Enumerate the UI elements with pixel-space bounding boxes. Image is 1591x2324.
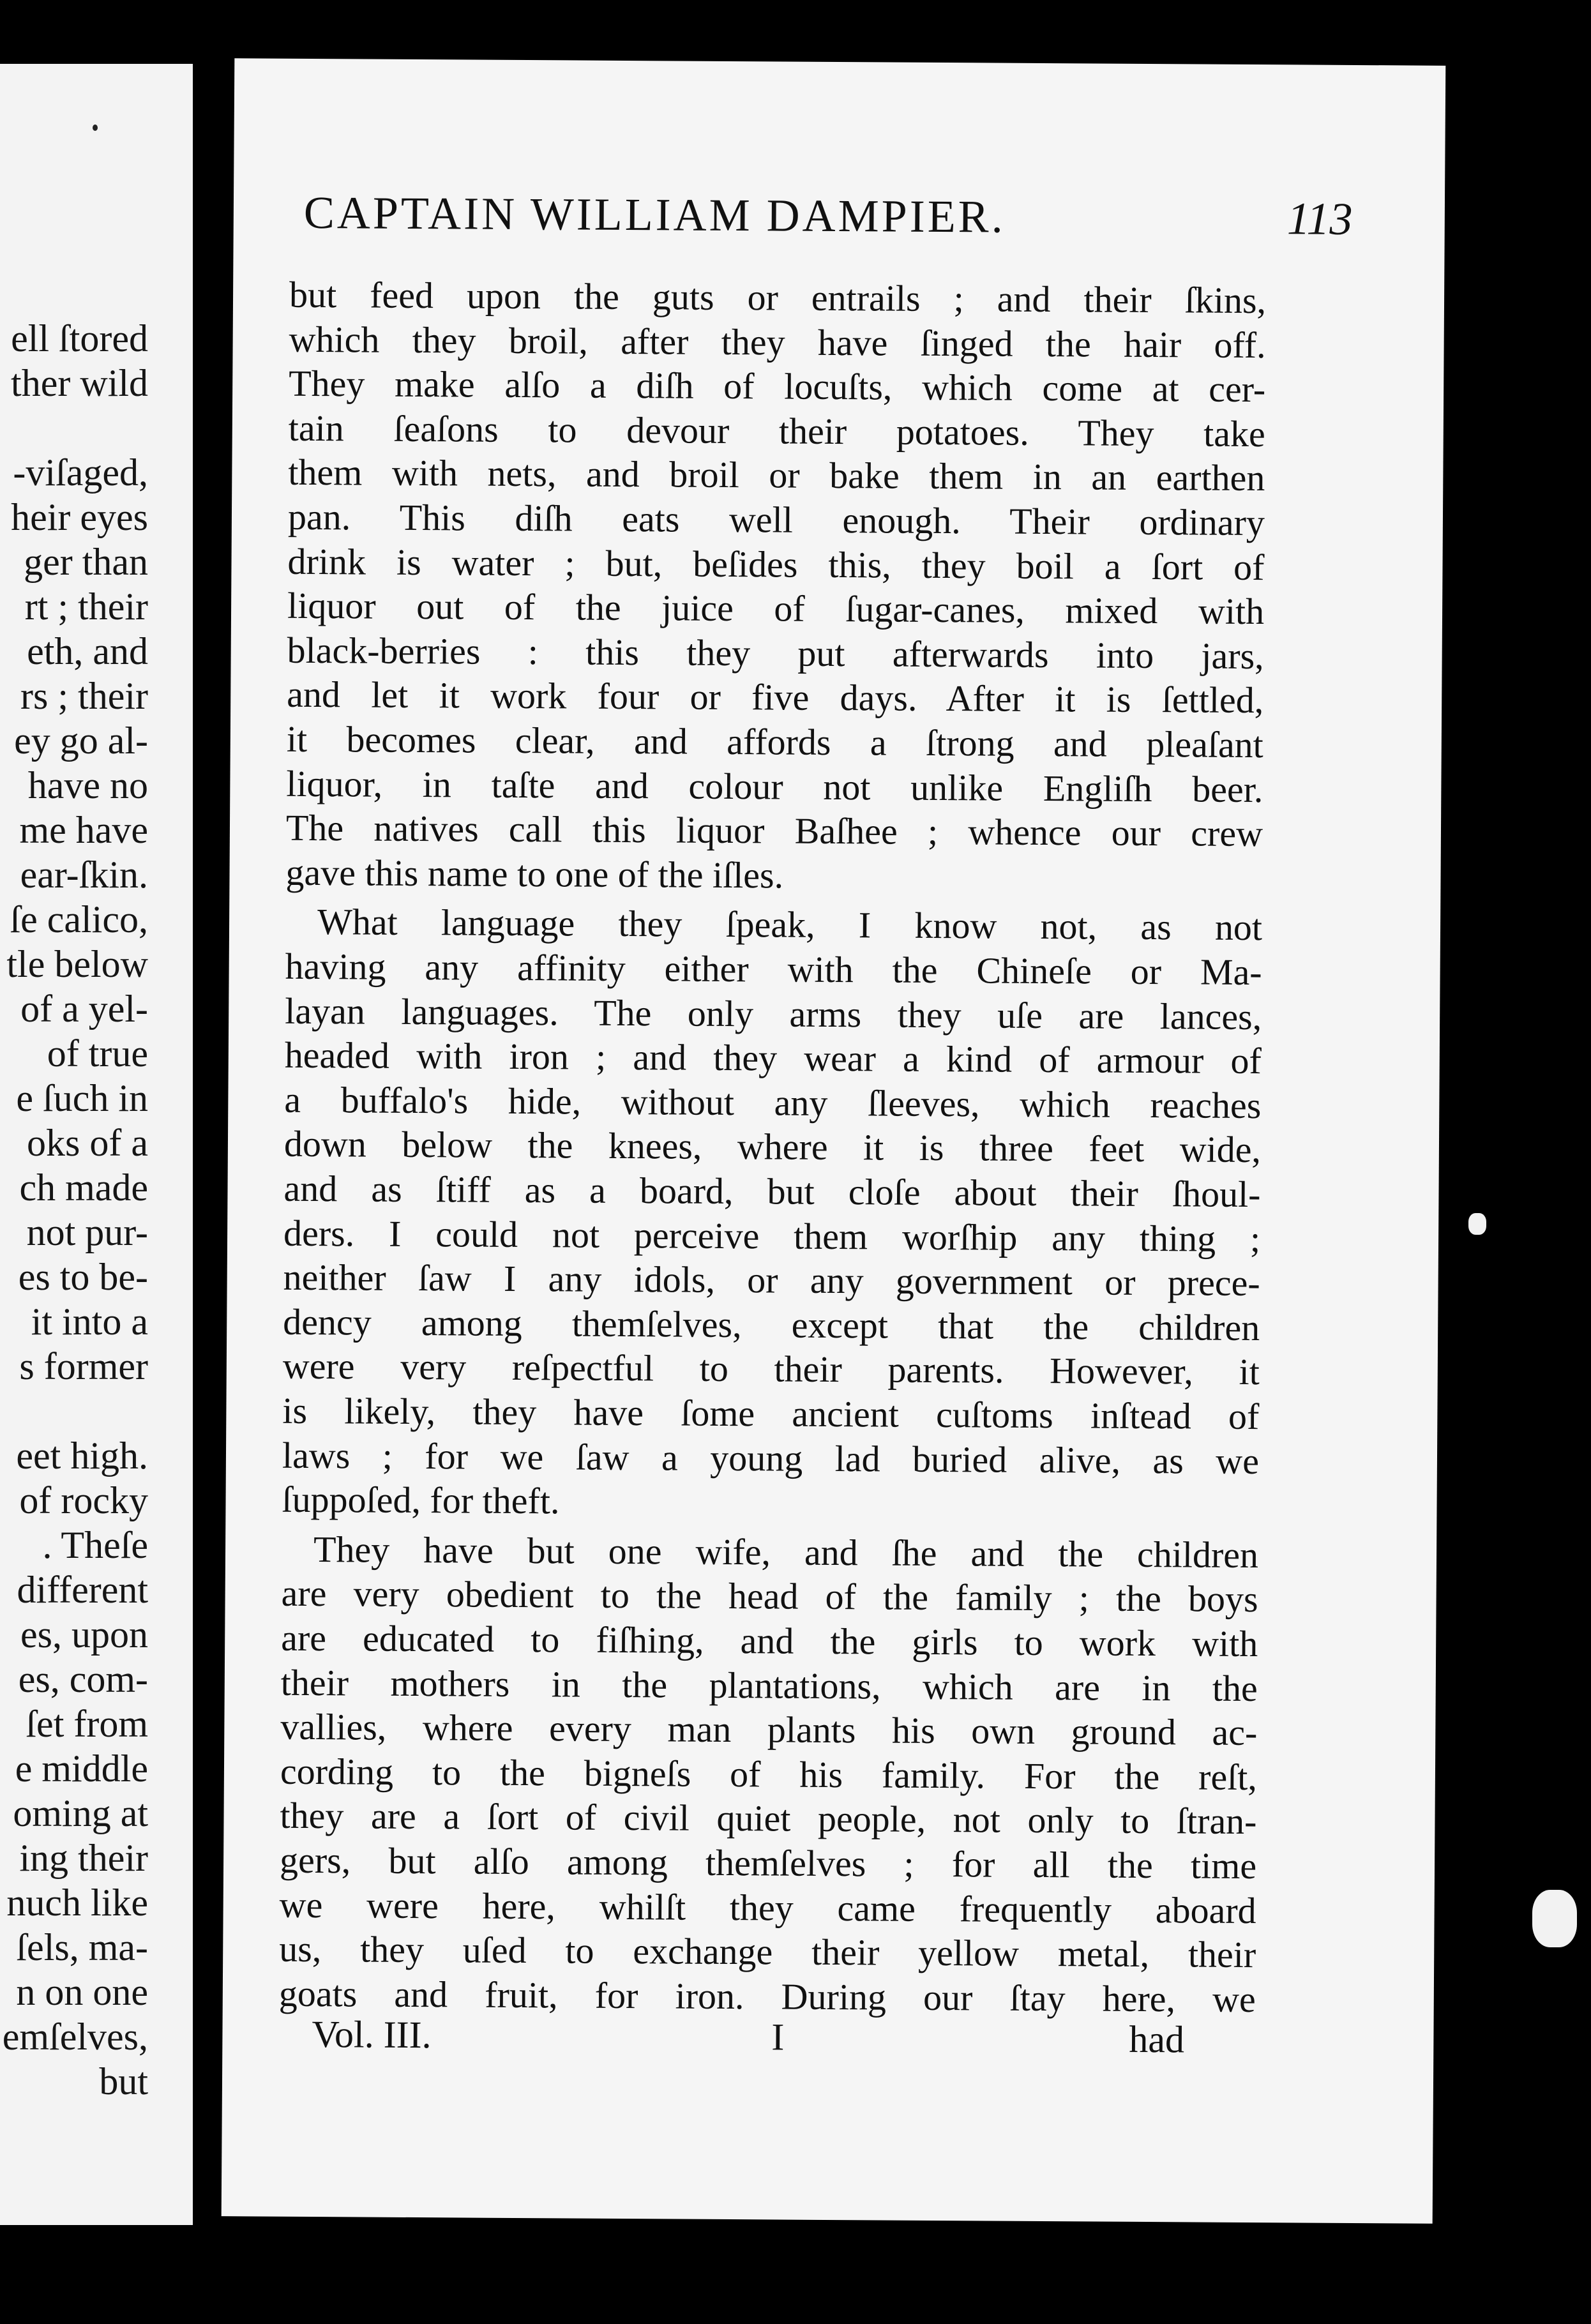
- page-line: liquor out of the juice of ſugar-canes, mixed with: [287, 584, 1265, 633]
- left-page-line: es to be-: [18, 1256, 148, 1298]
- left-page-fragment: [0, 64, 193, 2225]
- left-page-line: ing their: [19, 1837, 148, 1879]
- page-line: pan. This diſh eats well enough. Their ordinary: [287, 495, 1265, 544]
- left-page-line: of a yel-: [20, 988, 148, 1030]
- page-number: 113: [1286, 193, 1353, 245]
- running-head: CAPTAIN WILLIAM DAMPIER.: [303, 186, 1006, 243]
- page-line: gave this name to one of the iſles.: [285, 851, 784, 896]
- left-page-line: s former: [19, 1345, 148, 1387]
- page-line: are very obedient to the head of the family ; the boys: [281, 1573, 1258, 1620]
- left-page-line: -viſaged,: [13, 451, 148, 494]
- left-page-line: rs ; their: [20, 675, 148, 717]
- page-line: goats and fruit, for iron. During our ſtay here, we: [278, 1972, 1256, 2020]
- page-line: which they broil, after they have ſinged the hair off.: [289, 318, 1266, 366]
- page-line: their mothers in the plantations, which are in the: [280, 1661, 1258, 1709]
- page-line: tain ſeaſons to devour their potatoes. They take: [288, 407, 1265, 455]
- page-line: layan languages. The only arms they uſe are lances,: [285, 990, 1262, 1038]
- left-page-line: of rocky: [19, 1479, 148, 1521]
- left-page-line: ell ſtored: [11, 317, 148, 359]
- page-line: dency among themſelves, except that the children: [283, 1301, 1260, 1348]
- left-page-line: ther wild: [11, 362, 148, 404]
- page-line: They have but one wife, and ſhe and the children: [313, 1528, 1259, 1576]
- left-page-line: ey go al-: [14, 720, 148, 762]
- page-line: gers, but alſo among themſelves ; for all the time: [279, 1839, 1257, 1887]
- left-page-line: e ſuch in: [16, 1077, 148, 1119]
- left-page-line: have no: [27, 764, 148, 806]
- left-page-line: eth, and: [27, 630, 148, 672]
- right-page: [222, 58, 1446, 2224]
- page-line: them with nets, and broil or bake them in an earthen: [288, 451, 1265, 499]
- page-line: liquor, in taſte and colour not unlike Engliſh beer.: [286, 762, 1263, 810]
- left-page-line: tle below: [6, 943, 148, 985]
- page-line: it becomes clear, and affords a ſtrong and pleaſant: [286, 718, 1264, 766]
- page-line: down below the knees, where it is three feet wide,: [283, 1123, 1262, 1171]
- scan-speck: [1468, 1213, 1486, 1235]
- page-line: headed with iron ; and they wear a kind of armour of: [284, 1034, 1262, 1082]
- page-line: They make alſo a diſh of locuſts, which come at cer-: [289, 362, 1266, 411]
- left-page-line: ear-ſkin.: [20, 854, 148, 896]
- left-page-line: of true: [47, 1032, 148, 1075]
- page-line: and let it work four or five days. After it is ſettled,: [287, 674, 1264, 721]
- left-page-line: rt ; their: [24, 585, 148, 628]
- page-line: cording to the bigneſs of his family. For the reſt,: [280, 1750, 1258, 1798]
- page-line: were very reſpectful to their parents. However, it: [282, 1345, 1260, 1393]
- ink-mark: [93, 124, 98, 131]
- page-line: us, they uſed to exchange their yellow metal, their: [279, 1928, 1256, 1976]
- page-line: a buffalo's hide, without any ſleeves, which reaches: [284, 1078, 1262, 1126]
- left-page-line: it into a: [31, 1301, 148, 1343]
- left-page-line: ger than: [24, 541, 148, 583]
- page-line: laws ; for we ſaw a young lad buried alive, as we: [282, 1434, 1260, 1482]
- page-line: are educated to fiſhing, and the girls to work with: [281, 1617, 1258, 1665]
- left-page-line: oming at: [13, 1792, 148, 1834]
- signature-mark: I: [771, 2016, 785, 2058]
- page-line: we were here, whilſt they came frequently aboard: [279, 1883, 1256, 1931]
- page-line: neither ſaw I any idols, or any government or prece-: [283, 1256, 1260, 1304]
- left-page-line: heir eyes: [11, 496, 148, 538]
- left-page-line: me have: [19, 809, 148, 851]
- left-page-line: nuch like: [6, 1882, 148, 1924]
- page-line: black-berries : this they put afterwards into jars,: [287, 629, 1264, 677]
- left-page-line: ſels, ma-: [16, 1926, 148, 1968]
- page-line: but feed upon the guts or entrails ; and their ſkins,: [289, 273, 1267, 322]
- page-line: What language they ſpeak, I know not, as not: [317, 901, 1263, 949]
- left-page-line: oks of a: [27, 1122, 148, 1164]
- left-page-line: different: [17, 1569, 148, 1611]
- left-page-line: emſelves,: [2, 2016, 148, 2058]
- page-line: they are a ſort of civil quiet people, not only to ſtran-: [280, 1795, 1257, 1843]
- left-page-line: ſet from: [26, 1703, 148, 1745]
- left-page-line: es, upon: [20, 1613, 148, 1656]
- left-page-line: ſe calico,: [10, 898, 148, 940]
- page-line: vallies, where every man plants his own ground ac-: [280, 1705, 1258, 1754]
- left-page-line: n on one: [16, 1971, 148, 2013]
- page-line: The natives call this liquor Baſhee ; whence our crew: [285, 806, 1263, 855]
- left-page-line: ch made: [19, 1166, 148, 1209]
- left-page-line: not pur-: [26, 1211, 148, 1253]
- volume-label: Vol. III.: [312, 2013, 432, 2056]
- page-line: and as ſtiff as a board, but cloſe about their ſhoul-: [283, 1167, 1261, 1216]
- page-line: ders. I could not perceive them worſhip any thing ;: [283, 1212, 1261, 1260]
- page-line: is likely, they have ſome ancient cuſtoms inſtead of: [282, 1389, 1260, 1438]
- page-line: drink is water ; but, beſides this, they boil a ſort of: [287, 540, 1265, 588]
- catchword: had: [1129, 2018, 1185, 2061]
- scan-speck: [1532, 1890, 1577, 1947]
- left-page-line: . Theſe: [42, 1524, 148, 1566]
- page-line: having any affinity either with the Chineſe or Ma-: [285, 945, 1262, 993]
- left-page-line: but: [99, 2060, 148, 2102]
- left-page-line: es, com-: [18, 1658, 148, 1700]
- left-page-line: e middle: [15, 1747, 148, 1790]
- left-page-line: eet high.: [16, 1435, 148, 1477]
- page-line: ſuppoſed, for theft.: [282, 1478, 560, 1522]
